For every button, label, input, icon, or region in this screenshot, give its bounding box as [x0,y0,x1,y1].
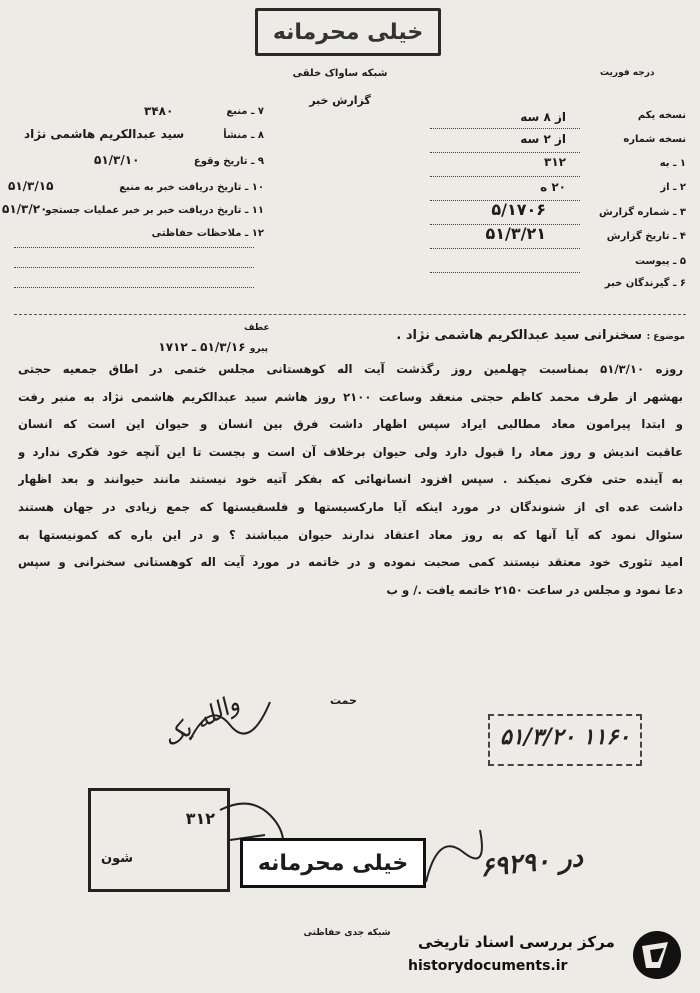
right-field-value: از ۸ سه [520,110,566,124]
subject-text: سخنرانی سید عبدالکریم هاشمی نژاد . [396,328,643,343]
registry-label: شون [101,851,134,866]
report-body [18,356,683,604]
left-field-value: ۳۴۸۰ [144,104,174,118]
registry-number: ۳۱۲ [185,809,215,828]
right-field-label: نسخه یکم [637,110,686,121]
body-line: امید تئوری خود معتقد نیستند کمی صحبت نموده و در خاتمه در مورد آیت اله کوهستانی سخنرانی و سپس [18,555,683,570]
left-field-value: سید عبدالکریم هاشمی نژاد [24,127,185,141]
left-field-label: ۹ ـ تاریخ وقوع [193,156,264,167]
left-field-value: ۵۱/۳/۲۰ [2,202,48,216]
body-line: عاقبت اندیش و روز معاد را قبول دارد ولی حیوان برخلاف آن است و بجست تا این آنچه خود فکری ندارد و [18,444,683,459]
body-line: دعا نمود و مجلس در ساعت ۲۱۵۰ خاتمه یافت ./ و ب [386,582,683,597]
department-label: شبکه ساواک خلقی [292,68,388,79]
right-field-label: نسخه شماره [623,134,686,145]
body-line: به آینده حتی فکری نمیکند . سپس افزود انسانهائی که بفکر آتیه خود نیستند مانند حیوانند و بعد اظهار [18,472,683,487]
left-field-label: ۱۱ ـ تاریخ دریافت خبر بر خبر عملیات جستجو [45,205,264,216]
watermark-name: مرکز بررسی اسناد تاریخی [418,933,615,951]
left-field-value: ۵۱/۳/۱۵ [8,179,54,193]
left-field-label: ۱۲ ـ ملاحظات حفاظتی [151,228,264,239]
watermark-url: historydocuments.ir [408,958,568,974]
handwritten-number: در ۶۹۲۹۰ [478,842,585,884]
left-field-label: ۷ ـ منبع [226,106,264,117]
registry-stamp [88,788,230,892]
right-field-value: از ۲ سه [520,132,566,146]
right-field-value: ۵/۱۷۰۶ [491,200,546,219]
right-field-value: ۵۱/۳/۲۱ [485,224,546,243]
right-field-label: ۵ ـ پیوست [634,256,686,267]
body-line: روزه ۵۱/۳/۱۰ بمناسبت چهلمین روز رگذشت آیت اله کوهستانی مجلس ختمی در اطاق جمعیه حجتی [18,362,683,376]
right-field-label: ۱ ـ به [659,158,686,169]
archive-logo-icon [630,928,684,982]
right-field-label: ۴ ـ تاریخ گزارش [606,231,686,242]
closing-mark: حمت [330,694,357,707]
handwritten-signature: والله یک [158,688,244,752]
right-field-value: ۲۰ ه [540,180,566,194]
top-classification-stamp: خیلی محرمانه [255,8,441,56]
left-field-label: ۸ ـ منشأ [223,130,264,141]
report-title: گزارش خبر [309,94,371,107]
handwritten-date: ۵۱/۳/۲۰ ۱۱۶۰ [500,724,631,750]
reference-prefix: پیرو [249,344,268,354]
right-field-label: ۳ ـ شماره گزارش [599,207,686,218]
left-field-label: ۱۰ ـ تاریخ دریافت خبر به منبع [119,182,264,193]
body-line: و ابتدا پیرامون معاد مطالبی ایراد سپس اظهار داشت فرق بین انسان و حیوان این است که انسان [18,417,683,432]
bottom-scribble [418,822,488,892]
body-line: سئوال نمود که آیا آنها که به روز معاد اعتقاد ندارند حیوان میباشند ؟ و در این باره که کمونیستها به [18,527,683,542]
subject-label: موضوع : [646,332,685,342]
right-field-label: ۲ ـ از [660,182,686,193]
urgency-label: درجه فوریت [600,68,655,78]
body-line: بهشهر از طرف محمد کاظم حجتی منعقد وساعت ۲۱۰۰ روز هاشم سید عبدالکریم هاشمی نژاد به منبر رفت [18,389,683,404]
left-field-value: ۵۱/۳/۱۰ [94,153,140,167]
bottom-classification-stamp: خیلی محرمانه [240,838,426,888]
right-field-label: ۶ ـ گیرندگان خبر [604,278,686,289]
signature-scribble [180,690,280,750]
reference-label: عطف [244,323,270,333]
reference-value: ۵۱/۳/۱۶ ـ ۱۷۱۲ [158,340,246,354]
reference-value-row [78,340,268,354]
right-field-value: ۳۱۲ [544,155,566,169]
body-line: داشت عده ای از شنوندگان در مورد اینکه آیا مارکسیستها و فلسفیستها که جمع زیادی در جهان هستند [18,499,683,514]
left-fields-block [2,104,264,239]
footer-department: شبکه جدی حفاظتی [303,928,391,938]
